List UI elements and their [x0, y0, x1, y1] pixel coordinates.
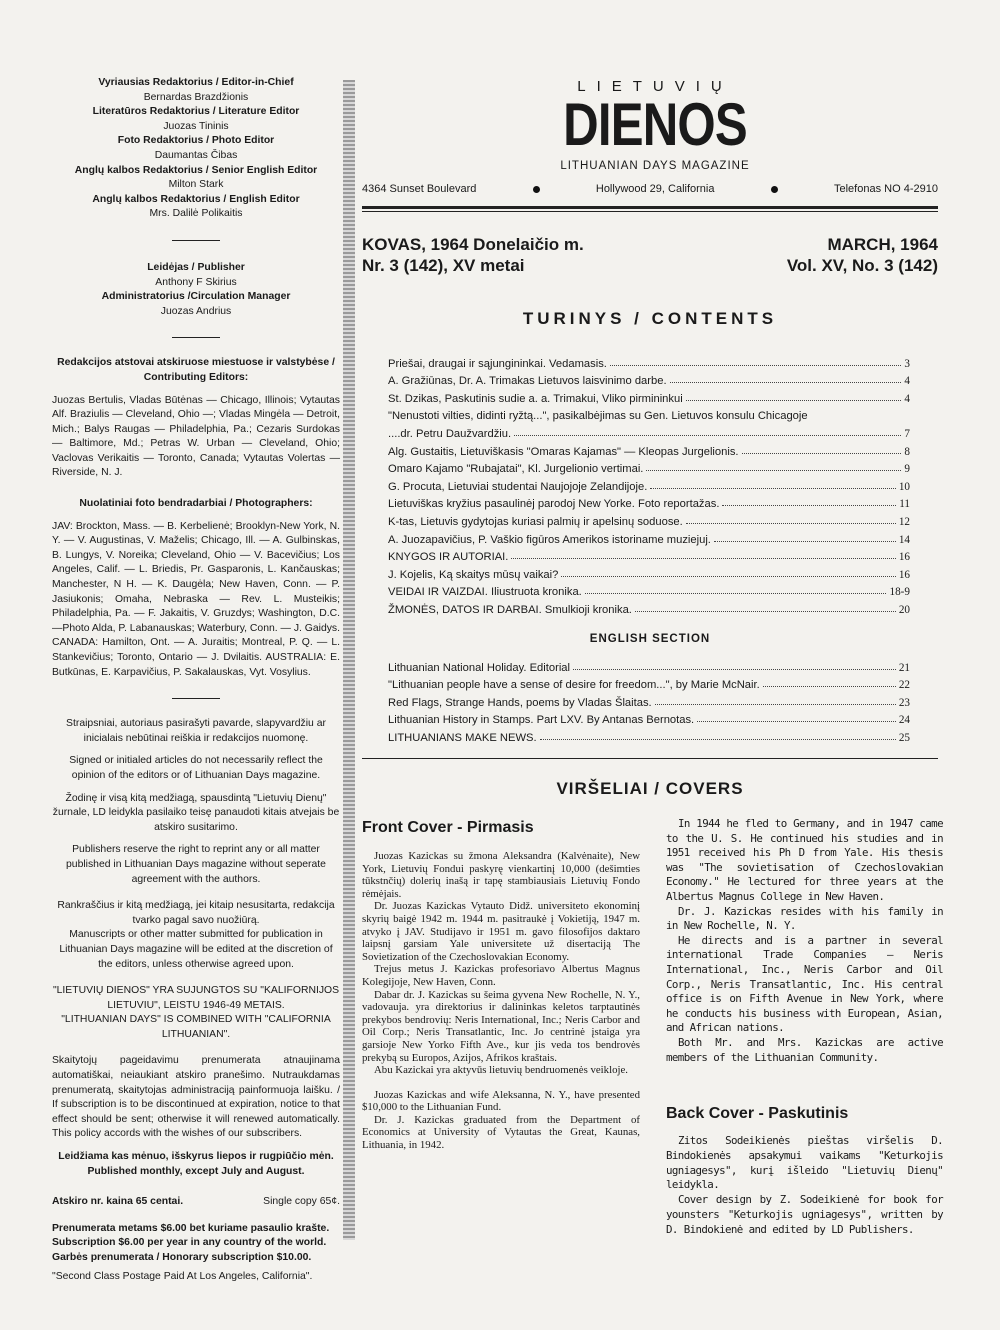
toc-title: Lietuviškas kryžius pasaulinėj parodoj New Yorke. Foto reportažas.	[388, 498, 720, 511]
single-copy-row	[52, 1195, 340, 1210]
toc-title: Lithuanian National Holiday. Editorial	[388, 661, 571, 674]
toc-row	[388, 475, 910, 493]
column-divider	[343, 80, 355, 1240]
photographers-text: JAV: Brockton, Mass. — B. Kerbelienė; Brooklyn-New York, N. Y. — V. Augustinas, V. Maželis; Chicago, Ill. — A. Gulbinskas, B. Lungys, V. Noreika; Cleveland, Ohio — V. Bacevičius; Los Angeles, Calif. — L. Briedis, Pr. Gasparonis, L. Kančauskas; Manchester, N H. — K. Daugėla; New Haven, Conn. — P. Jasiukonis; Omaha, Nebraska — Rev. L. Musteikis; Philadelphia, Pa. — F. Jakaitis, V. Gruzdys; Washington, D.C. —Photo Alda, P. Labanauskas; Waterbury, Conn. — J. Gaidys. CANADA: Hamilton, Ont. — A. Juraitis; Montreal, P. Q. — L. Stankevičius; Toronto, Ontario — J. Dvilaitis. AUSTRALIA: E. Butkūnas, E. Karpavičius, P. Sakalauskas, Vyt. Vosylius.	[52, 520, 341, 678]
toc-row	[388, 709, 910, 727]
toc-leader	[585, 593, 887, 594]
renewal-note: Skaitytojų pageidavimu prenumerata atnaujinama automatiškai, neiaukiant atskiro pranešimo. Nutraukdamas prenumeratą, skaitytojas administraciją painformuoja laišku. / If subscription is to be discontinued at expiration, notice to that effect should be sent; otherwise it will renewed automatically. This policy accords with the wishes of our subscribers.	[52, 1055, 340, 1140]
paragraph: Both Mr. and Mrs. Kazickas are active members of the Lithuanian Community.	[666, 1035, 943, 1064]
toc-row	[388, 510, 910, 528]
toc-row	[388, 656, 910, 674]
staff-role: Literatūros Redaktorius / Literature Editor	[92, 106, 300, 118]
staff-name: Mrs. Dalilė Polikaitis	[149, 208, 243, 220]
toc-row	[388, 726, 910, 744]
subscription-line: Subscription $6.00 per year in any country of the world.	[52, 1237, 327, 1249]
toc-page: 16	[898, 568, 910, 581]
toc-title: K-tas, Lietuvis gydytojas kuriasi palmių ir apelsinų soduose.	[388, 515, 683, 528]
toc-leader	[610, 365, 902, 366]
divider	[172, 337, 220, 338]
paragraph: Cover design by Z. Sodeikienė for book for younsters "Keturkojis ugniagesys", written by D. Bindokienė and edited by LD Publishers.	[666, 1193, 943, 1236]
subscription-line: Garbės prenumerata / Honorary subscription $10.00.	[52, 1252, 312, 1263]
toc-leader	[561, 576, 895, 577]
toc-page: 4	[904, 375, 910, 388]
contributing-text: Juozas Bertulis, Vladas Būtėnas — Chicago, Illinois; Vytautas Alf. Braziulis — Cleveland, Ohio —; Vladas Mingėla — Detroit, Mich.; Balys Raugas — Philadelphia, Pa.; Cezaris Surdokas — Baltimore, Md.; Petras W. Urban — Cleveland, Ohio; Vaclovas Verikaitis — Toronto, Canada; Vytautas Volertas — Riverside, N. J.	[52, 394, 340, 479]
paragraph: Juozas Kazickas and wife Aleksanna, N. Y., have presented $10,000 to the Lithuanian Fund.	[362, 1088, 640, 1114]
toc-title: Omaro Kajamo "Rubajatai", Kl. Jurgelionio vertimai.	[388, 463, 644, 476]
note-text: Signed or initialed articles do not necessarily reflect the opinion of the editors or of Lithuanian Days magazine.	[69, 755, 323, 781]
note-text: Publishers reserve the right to reprint any or all matter published in Lithuanian Days magazine without seperate agreement with the authors.	[66, 844, 326, 885]
toc-leader	[714, 541, 896, 542]
paragraph: Abu Kazickai yra aktyvūs lietuvių bendruomenės veikloje.	[374, 1064, 628, 1077]
note-text: Žodinę ir visą kitą medžiagą, spausdintą "Lietuvių Dienų" žurnale, LD leidykla pasilaiko teisę panaudoti kitais atvejais be atskiro susitarimo.	[52, 792, 340, 833]
note-text: Rankraščius ir kitą medžiagą, jei kitaip nesusitarta, redakcija tvarko pagal savo nuožiūrą.	[57, 900, 335, 926]
toc-leader	[646, 470, 901, 471]
staff-name: Bernardas Brazdžionis	[143, 91, 249, 103]
front-cover-heading: Front Cover - Pirmasis	[362, 819, 534, 836]
toc-title: VEIDAI IR VAIZDAI. Iliustruota kronika.	[388, 586, 582, 599]
toc-page: 8	[904, 445, 910, 458]
toc-title: J. Kojelis, Ką skaitys mūsų vaikai?	[388, 568, 559, 581]
subscription-line: Prenumerata metams $6.00 bet kuriame pasaulio krašte.	[52, 1222, 330, 1234]
toc-row	[388, 458, 910, 476]
toc-row	[388, 387, 910, 405]
toc-title: "Nenustoti vilties, didinti ryžtą...", pasikalbėjimas su Gen. Lietuvos konsulu Chicagoje	[388, 410, 808, 423]
toc-title: A. Juozapavičius, P. Vaškio figūros Amerikos istoriname muziejuj.	[388, 533, 711, 546]
magazine-subtitle: LITHUANIAN DAYS MAGAZINE	[560, 160, 750, 172]
toc-page: 3	[904, 357, 910, 370]
staff-role: Anglų kalbos Redaktorius / Senior English Editor	[74, 164, 318, 176]
toc-row	[388, 563, 910, 581]
paragraph: Zitos Sodeikienės pieštas viršelis D. Bindokienės apsakymui vaikams "Keturkojis ugniagesys", kurį išleido "Lietuvių Dienų" leidykla.	[666, 1134, 943, 1192]
toc-page: 12	[898, 515, 910, 528]
toc-row	[388, 405, 910, 423]
paragraph: Trejus metus J. Kazickas profesoriavo Albertus Magnus Kolegijoje, New Haven, Conn.	[362, 963, 640, 988]
english-section-title: ENGLISH SECTION	[589, 633, 711, 645]
address-line	[362, 183, 938, 195]
back-cover-heading: Back Cover - Paskutinis	[666, 1105, 849, 1122]
front-cover-english	[666, 817, 943, 1065]
toc-page: 18-9	[889, 586, 910, 599]
toc-row	[388, 598, 910, 616]
paragraph: He directs and is a partner in several international Trade Companies — Neris International, Inc., Neris Carbor and Oil Corp., Neris Transatlantic, Inc. His central office is on Fifth Avenue in New York, where he conducts his business with European, Asian, and African nations.	[666, 933, 943, 1035]
toc-leader	[514, 435, 901, 436]
front-cover-text	[362, 850, 640, 1152]
toc-leader	[573, 669, 896, 670]
english-table-of-contents	[388, 656, 910, 744]
toc-title: ....dr. Petru Daužvardžiu.	[388, 427, 512, 440]
toc-row	[388, 352, 910, 370]
toc-title: A. Gražiūnas, Dr. A. Trimakas Lietuvos laisvinimo darbe.	[388, 375, 667, 388]
toc-leader	[686, 523, 896, 524]
bullet-icon	[771, 186, 778, 193]
toc-page: 24	[898, 714, 910, 727]
toc-title: ŽMONĖS, DATOS IR DARBAI. Smulkioji kronika.	[388, 603, 632, 616]
street-address: 4364 Sunset Boulevard	[362, 183, 477, 195]
toc-title: Priešai, draugai ir sąjungininkai. Vedamasis.	[388, 357, 607, 370]
bullet-icon	[533, 186, 540, 193]
merger-note-en: "LITHUANIAN DAYS" IS COMBINED WITH "CALIFORNIA LITHUANIAN".	[61, 1014, 331, 1040]
contributing-heading: Redakcijos atstovai atskiruose miestuose ir valstybėse / Contributing Editors:	[57, 357, 335, 383]
toc-page: 4	[904, 392, 910, 405]
toc-leader	[722, 505, 896, 506]
header-rule	[362, 206, 938, 209]
issue-lithuanian	[362, 234, 584, 276]
toc-leader	[742, 453, 902, 454]
toc-page: 22	[898, 679, 910, 692]
section-rule	[362, 758, 938, 759]
contents-title: TURINYS / CONTENTS	[522, 309, 778, 328]
photographers-heading: Nuolatiniai foto bendradarbiai / Photographers:	[79, 498, 313, 510]
staff-name: Milton Stark	[168, 179, 224, 191]
magazine-kicker: LIETUVIŲ	[577, 78, 733, 95]
toc-page: 14	[898, 533, 910, 546]
staff-role: Vyriausias Redaktorius / Editor-in-Chief	[98, 77, 294, 88]
issue-date-en: MARCH, 1964	[827, 235, 938, 254]
header-rule-thin	[362, 211, 938, 212]
toc-row	[388, 422, 910, 440]
toc-page: 7	[904, 427, 910, 440]
single-copy-en: Single copy 65¢.	[263, 1196, 340, 1208]
toc-page: 23	[898, 696, 910, 709]
issue-number-lt: Nr. 3 (142), XV metai	[362, 256, 525, 275]
toc-leader	[670, 382, 902, 383]
toc-leader	[686, 400, 902, 401]
toc-page: 16	[898, 551, 910, 564]
paragraph: Dr. J. Kazickas resides with his family in in New Rochelle, N. Y.	[666, 904, 943, 933]
covers-title: VIRŠELIAI / COVERS	[556, 779, 744, 798]
paragraph: Dabar dr. J. Kazickas su šeima gyvena New Rochelle, N. Y., vadovauja. yra direktorius ir dalininkas keletos tarptautinės prekybos bendrovių: Neris International, Inc.; Neris Carbor and Oil Corp.; Neris Transatlantic, Inc. Jo centrinė įstaiga yra garsioje New Yorko Fifth Ave., kur jis veda tos bendrovės prekybą su Europos, Azijos, Afrikos kraštais.	[362, 988, 640, 1064]
staff-role: Anglų kalbos Redaktorius / English Editor	[92, 193, 300, 205]
toc-row	[388, 440, 910, 458]
toc-page: 25	[898, 731, 910, 744]
postage-note: "Second Class Postage Paid At Los Angeles, California".	[52, 1270, 313, 1282]
back-cover-text	[666, 1134, 943, 1238]
paragraph: In 1944 he fled to Germany, and in 1947 came to the U. S. He continued his studies and in 1951 received his Ph D from Yale. His thesis was "The sovietisation of Czechoslovakian Economy." He lectured for three years at the Albertus Magnus College in New Haven.	[666, 817, 943, 903]
divider	[172, 240, 220, 241]
publisher-role: Administratorius /Circulation Manager	[101, 291, 291, 303]
toc-title: "Lithuanian people have a sense of desire for freedom...", by Marie McNair.	[388, 679, 760, 692]
toc-row	[388, 581, 910, 599]
publisher-name: Juozas Andrius	[160, 305, 232, 317]
publisher-name: Anthony F Skirius	[155, 276, 237, 288]
toc-leader	[635, 611, 896, 612]
issue-number-en: Vol. XV, No. 3 (142)	[786, 256, 938, 275]
toc-page: 11	[899, 498, 910, 511]
masthead-column	[52, 76, 340, 1284]
toc-title: Alg. Gustaitis, Lietuviškasis "Omaras Kajamas" — Kleopas Jurgelionis.	[388, 445, 739, 458]
issue-date-lt: KOVAS, 1964 Donelaičio m.	[362, 235, 584, 254]
toc-page: 21	[898, 661, 910, 674]
publisher-list	[52, 261, 340, 319]
toc-page: 20	[898, 603, 910, 616]
toc-row	[388, 493, 910, 511]
toc-leader	[697, 721, 896, 722]
toc-row	[388, 691, 910, 709]
table-of-contents	[388, 352, 910, 616]
toc-leader	[763, 686, 896, 687]
paragraph: Dr. J. Kazickas graduated from the Department of Economics at University of Vytautas the Great, Kaunas, Lithuania, in 1942.	[362, 1113, 640, 1152]
toc-leader	[511, 558, 895, 559]
phone-number: Telefonas NO 4-2910	[834, 183, 938, 195]
paragraph: Dr. Juozas Kazickas Vytauto Didž. universiteto ekonominį skyrių baigė 1942 m. 1944 m. pasitraukė į Vokietiją, 1947 m. atvyko į JAV. Studijavo ir 1951 m. gavo filosofijos daktaro laipsnį garsiam Yale universitete už disertaciją The Sovietization of the Czechoslovakian Economy.	[362, 900, 640, 963]
monthly-note: Leidžiama kas mėnuo, išskyrus liepos ir rugpiūčio mėn. Published monthly, except July and August.	[58, 1151, 334, 1177]
toc-title: Red Flags, Strange Hands, poems by Vladas Šlaitas.	[388, 696, 652, 709]
magazine-title: DIENOS	[563, 91, 747, 158]
single-copy-lt: Atskiro nr. kaina 65 centai.	[52, 1196, 184, 1208]
issue-english	[740, 234, 938, 276]
note-text: Straipsniai, autoriaus pasirašyti pavarde, slapyvardžiu ar inicialais nebūtinai reiškia ir redakcijos nuomonę.	[66, 718, 326, 744]
toc-title: KNYGOS IR AUTORIAI.	[388, 551, 509, 564]
staff-role: Foto Redaktorius / Photo Editor	[117, 135, 275, 147]
toc-title: G. Procuta, Lietuviai studentai Naujojoje Zelandijoje.	[388, 480, 648, 493]
toc-title: Lithuanian History in Stamps. Part LXV. By Antanas Bernotas.	[388, 714, 695, 727]
staff-name: Juozas Tininis	[163, 120, 229, 132]
toc-title: St. Dzikas, Paskutinis sudie a. a. Trimakui, Vliko pirmininkui	[388, 392, 683, 405]
toc-row	[388, 370, 910, 388]
toc-leader	[650, 488, 895, 489]
city-address: Hollywood 29, California	[595, 183, 715, 195]
note-text: Manuscripts or other matter submitted for publication in Lithuanian Days magazine will be edited at the discretion of the editors, unless otherwise agreed upon.	[59, 929, 333, 970]
toc-leader	[540, 739, 896, 740]
paragraph: Juozas Kazickas su žmona Aleksandra (Kalvėnaite), New York, Lietuvių Fondui paskyrę vienkartinį 10,000 (dešimties tūkstnčių) dolerių inašą ir tapę stambiausiais Lietuvių Fondo rėmėjais.	[362, 850, 640, 900]
toc-page: 9	[904, 463, 910, 476]
toc-row	[388, 528, 910, 546]
staff-list	[52, 76, 340, 222]
toc-leader	[655, 704, 896, 705]
divider	[172, 698, 220, 699]
toc-title: LITHUANIANS MAKE NEWS.	[388, 731, 537, 744]
toc-row	[388, 674, 910, 692]
toc-page: 10	[898, 480, 910, 493]
publisher-role: Leidėjas / Publisher	[147, 261, 245, 273]
staff-name: Daumantas Čibas	[154, 149, 238, 161]
toc-row	[388, 546, 910, 564]
merger-note-lt: "LIETUVIŲ DIENOS" YRA SUJUNGTOS SU "KALIFORNIJOS LIETUVIU", LEISTU 1946-49 METAIS.	[52, 985, 340, 1011]
